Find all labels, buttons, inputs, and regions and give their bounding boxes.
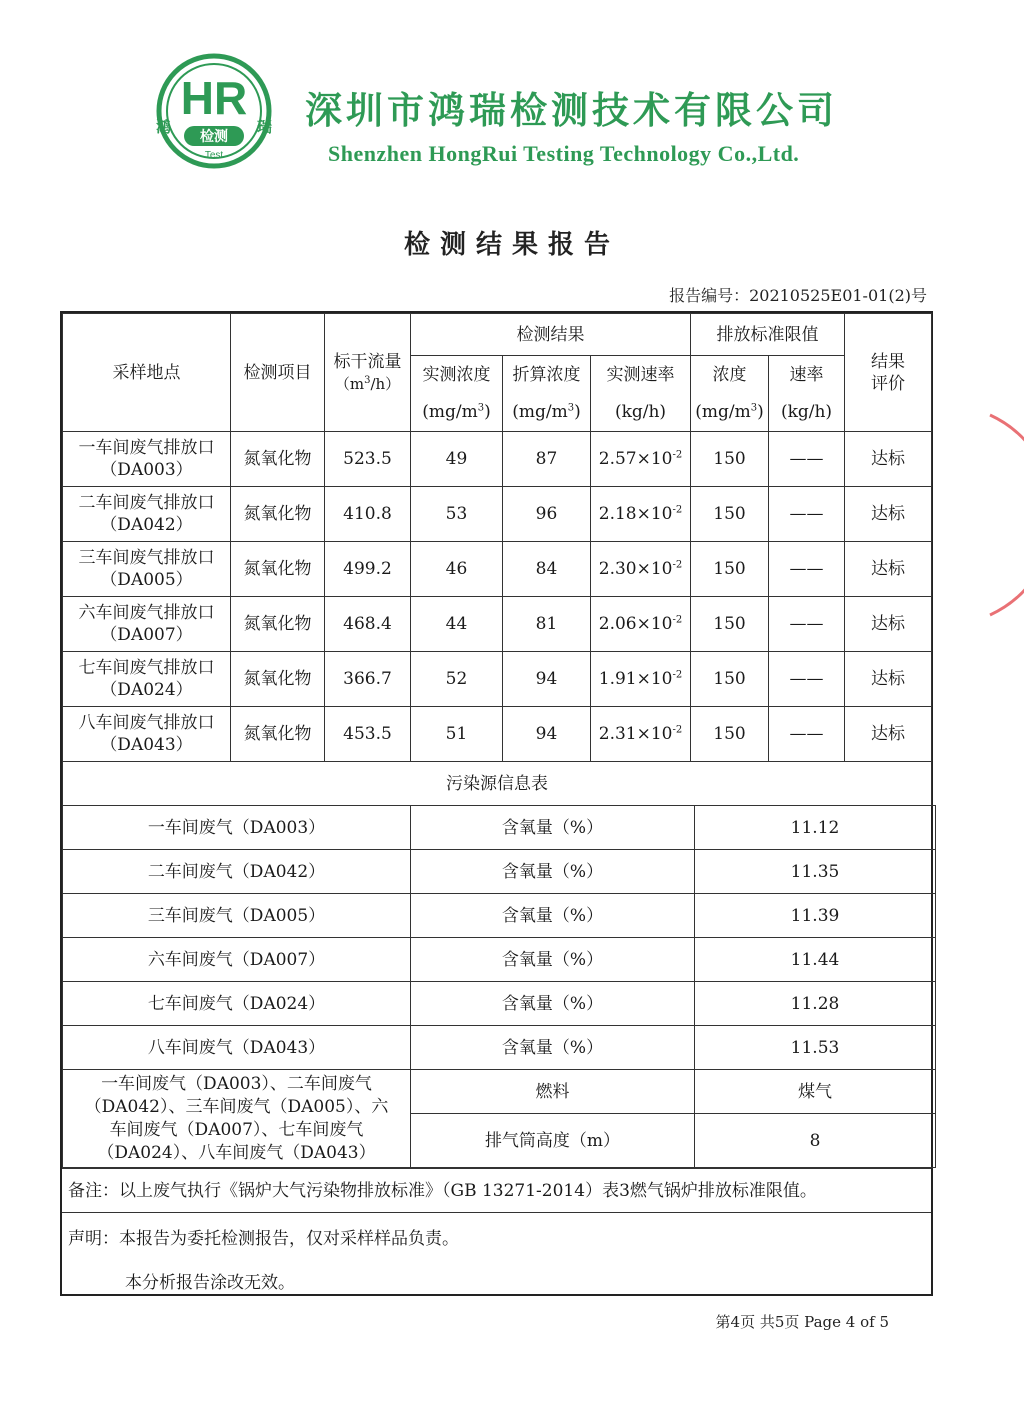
source-param: 含氧量（%） <box>411 806 695 850</box>
combined-source-name: 一车间废气（DA003）、二车间废气（DA042）、三车间废气（DA005）、六车间废气（DA007）、七车间废气（DA024）、八车间废气（DA043） <box>63 1070 411 1168</box>
row-flow: 499.2 <box>325 542 411 597</box>
source-value: 11.35 <box>695 850 936 894</box>
remark: 备注：以上废气执行《锅炉大气污染物排放标准》（GB 13271-2014）表3燃气锅炉排放标准限值。 <box>62 1168 931 1212</box>
row-limit-rate: —— <box>769 542 845 597</box>
header-measured-rate: 实测速率 <box>591 356 691 394</box>
row-limit-rate: —— <box>769 432 845 487</box>
row-eval: 达标 <box>845 652 932 707</box>
row-measured-conc: 49 <box>411 432 503 487</box>
svg-text:鸿: 鸿 <box>156 118 172 136</box>
source-row <box>63 894 936 938</box>
results-table <box>62 313 932 806</box>
svg-text:检测: 检测 <box>200 129 228 145</box>
row-measured-rate: $1.91\times 10^{-2}$ <box>591 652 691 707</box>
seal-stamp-icon <box>960 395 1024 635</box>
source-value: 11.39 <box>695 894 936 938</box>
source-param: 含氧量（%） <box>411 894 695 938</box>
declaration-line-1: 声明：本报告为委托检测报告，仅对采样样品负责。 <box>68 1229 459 1249</box>
source-param: 含氧量（%） <box>411 982 695 1026</box>
stack-height-label: 排气筒高度（m） <box>411 1114 695 1168</box>
company-logo <box>150 52 278 170</box>
page-footer: 第4页 共5页 Page 4 of 5 <box>715 1313 889 1331</box>
row-limit-rate: —— <box>769 707 845 762</box>
source-param: 含氧量（%） <box>411 1026 695 1070</box>
row-eval: 达标 <box>845 707 932 762</box>
row-limit-conc: 150 <box>691 432 769 487</box>
source-name: 三车间废气（DA005） <box>63 894 411 938</box>
row-measured-conc: 53 <box>411 487 503 542</box>
source-name: 八车间废气（DA043） <box>63 1026 411 1070</box>
row-converted-conc: 81 <box>503 597 591 652</box>
company-name-en: Shenzhen HongRui Testing Technology Co.,Ltd. <box>328 141 800 166</box>
row-item: 氮氧化物 <box>231 652 325 707</box>
source-name: 二车间废气（DA042） <box>63 850 411 894</box>
source-row <box>63 982 936 1026</box>
table-row <box>63 432 932 487</box>
unit-measured-conc: $(mg/m^3)$ <box>411 394 503 432</box>
source-row <box>63 806 936 850</box>
row-eval: 达标 <box>845 487 932 542</box>
source-value: 11.53 <box>695 1026 936 1070</box>
row-flow: 523.5 <box>325 432 411 487</box>
row-item: 氮氧化物 <box>231 432 325 487</box>
row-measured-rate: $2.57\times 10^{-2}$ <box>591 432 691 487</box>
row-limit-rate: —— <box>769 652 845 707</box>
source-name: 六车间废气（DA007） <box>63 938 411 982</box>
row-measured-rate: $2.31\times 10^{-2}$ <box>591 707 691 762</box>
row-measured-rate: $2.06\times 10^{-2}$ <box>591 597 691 652</box>
row-converted-conc: 96 <box>503 487 591 542</box>
table-row <box>63 597 932 652</box>
unit-measured-rate: (kg/h) <box>591 394 691 432</box>
row-item: 氮氧化物 <box>231 597 325 652</box>
header-site: 采样地点 <box>63 314 231 432</box>
row-measured-conc: 51 <box>411 707 503 762</box>
report-title: 检测结果报告 <box>403 230 620 260</box>
row-limit-conc: 150 <box>691 652 769 707</box>
row-measured-conc: 44 <box>411 597 503 652</box>
declaration <box>62 1212 931 1309</box>
row-flow: 366.7 <box>325 652 411 707</box>
unit-limit-conc: $(mg/m^3)$ <box>691 394 769 432</box>
header-limit-conc: 浓度 <box>691 356 769 394</box>
row-site: 六车间废气排放口 （DA007） <box>63 597 231 652</box>
source-name: 一车间废气（DA003） <box>63 806 411 850</box>
row-item: 氮氧化物 <box>231 707 325 762</box>
row-limit-conc: 150 <box>691 707 769 762</box>
row-eval: 达标 <box>845 597 932 652</box>
table-row <box>63 707 932 762</box>
source-row <box>63 938 936 982</box>
row-site: 一车间废气排放口 （DA003） <box>63 432 231 487</box>
header-measured-conc: 实测浓度 <box>411 356 503 394</box>
row-item: 氮氧化物 <box>231 487 325 542</box>
fuel-label: 燃料 <box>411 1070 695 1114</box>
row-converted-conc: 94 <box>503 652 591 707</box>
row-site: 七车间废气排放口 （DA024） <box>63 652 231 707</box>
svg-text:HR: HR <box>180 72 248 124</box>
row-flow: 468.4 <box>325 597 411 652</box>
row-converted-conc: 94 <box>503 707 591 762</box>
row-flow: 453.5 <box>325 707 411 762</box>
row-converted-conc: 87 <box>503 432 591 487</box>
source-value: 11.44 <box>695 938 936 982</box>
fuel-value: 煤气 <box>695 1070 936 1114</box>
stack-height-value: 8 <box>695 1114 936 1168</box>
row-site: 三车间废气排放口 （DA005） <box>63 542 231 597</box>
row-limit-conc: 150 <box>691 487 769 542</box>
row-flow: 410.8 <box>325 487 411 542</box>
header-item: 检测项目 <box>231 314 325 432</box>
report-table <box>60 311 933 1296</box>
table-row <box>63 652 932 707</box>
row-limit-conc: 150 <box>691 542 769 597</box>
header-limit-rate: 速率 <box>769 356 845 394</box>
row-limit-rate: —— <box>769 597 845 652</box>
unit-limit-rate: (kg/h) <box>769 394 845 432</box>
source-param: 含氧量（%） <box>411 850 695 894</box>
row-measured-rate: $2.30\times 10^{-2}$ <box>591 542 691 597</box>
row-measured-rate: $2.18\times 10^{-2}$ <box>591 487 691 542</box>
source-param: 含氧量（%） <box>411 938 695 982</box>
row-limit-rate: —— <box>769 487 845 542</box>
table-row <box>63 487 932 542</box>
source-value: 11.28 <box>695 982 936 1026</box>
header-flow: 标干流量 $(m^3/h)$ <box>325 314 411 432</box>
company-name-cn: 深圳市鸿瑞检测技术有限公司 <box>305 88 838 132</box>
header-converted-conc: 折算浓度 <box>503 356 591 394</box>
unit-converted-conc: $(mg/m^3)$ <box>503 394 591 432</box>
header-result-group: 检测结果 <box>411 314 691 356</box>
source-row <box>63 1026 936 1070</box>
row-measured-conc: 52 <box>411 652 503 707</box>
row-item: 氮氧化物 <box>231 542 325 597</box>
row-converted-conc: 84 <box>503 542 591 597</box>
row-measured-conc: 46 <box>411 542 503 597</box>
source-name: 七车间废气（DA024） <box>63 982 411 1026</box>
row-eval: 达标 <box>845 432 932 487</box>
row-site: 二车间废气排放口 （DA042） <box>63 487 231 542</box>
report-number: 报告编号：20210525E01-01(2)号 <box>669 286 927 305</box>
svg-text:Test: Test <box>204 150 224 161</box>
row-site: 八车间废气排放口 （DA043） <box>63 707 231 762</box>
source-table <box>62 805 936 1168</box>
source-value: 11.12 <box>695 806 936 850</box>
row-eval: 达标 <box>845 542 932 597</box>
source-table-title: 污染源信息表 <box>63 762 932 806</box>
header-limit-group: 排放标准限值 <box>691 314 845 356</box>
source-row <box>63 850 936 894</box>
svg-text:瑞: 瑞 <box>257 118 273 136</box>
table-row <box>63 542 932 597</box>
row-limit-conc: 150 <box>691 597 769 652</box>
declaration-line-2: 本分析报告涂改无效。 <box>125 1273 295 1293</box>
header-eval: 结果评价 <box>845 314 932 432</box>
